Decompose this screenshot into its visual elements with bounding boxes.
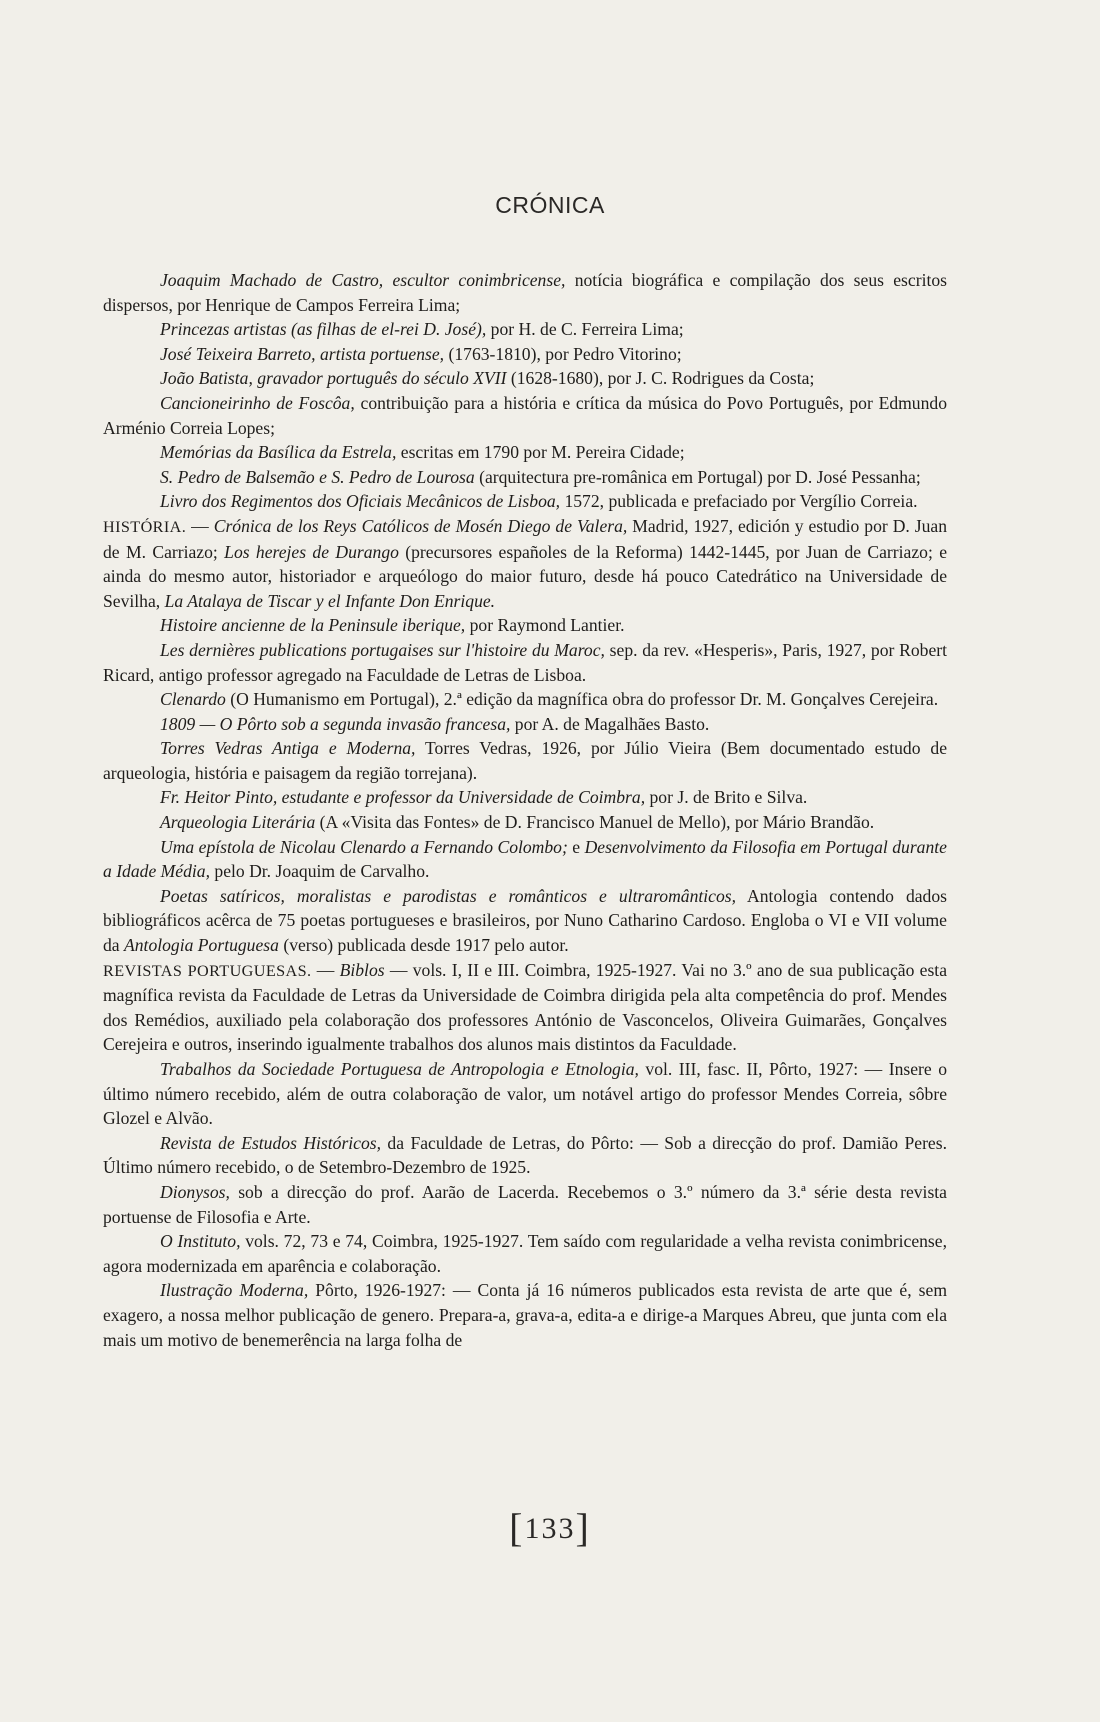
entry-text: (arquitectura pre-românica em Portugal) por D. José Pessanha; bbox=[474, 466, 921, 487]
bibliography-entry bbox=[103, 1278, 947, 1352]
work-title: O Instituto, bbox=[160, 1231, 241, 1252]
work-title: Revista de Estudos Históricos, bbox=[160, 1132, 382, 1153]
entry-text: (precursores españoles de la Reforma) 1442-1445, por Juan de Carriazo; e ainda do mesmo autor, historiador e arqueólogo do maior futuro, desde há pouco Catedrático na Universidade de Sevilha, bbox=[103, 541, 947, 611]
page-number-value: 133 bbox=[524, 1512, 576, 1545]
entry-text: Torres Vedras, 1926, por Júlio Vieira (Bem documentado estudo de arqueologia, história e paisagem da região torrejana). bbox=[103, 738, 948, 783]
work-title: Cancioneirinho de Foscôa, bbox=[160, 392, 355, 413]
entry-text: (1763-1810), por Pedro Vitorino; bbox=[444, 343, 682, 364]
entry-text: — vols. I, II e III. Coimbra, 1925-1927. Vai no 3.º ano de sua publicação esta magnífica revista da Faculdade de Letras da Universidade de Coimbra dirigida pela alta competência do prof. Mendes dos Remédios, auxiliado pela colaboração dos professores António de Vasconcelos, Oliveira Guimarães, Gonçalves Cerejeira e outros, inserindo igualmente trabalhos dos alunos mais distintos da Faculdade. bbox=[103, 959, 948, 1055]
entry-text: Pôrto, 1926-1927: — Conta já 16 números publicados esta revista de arte que é, sem exagero, a nossa melhor publicação de genero. Prepara-a, grava-a, edita-a e dirige-a Marques Abreu, que junta com ela mais um motivo de benemerência na larga folha de bbox=[103, 1280, 947, 1350]
work-title: Memórias da Basílica da Estrela, bbox=[160, 442, 397, 463]
work-title: Clenardo bbox=[160, 689, 226, 710]
entry-text: pelo Dr. Joaquim de Carvalho. bbox=[210, 861, 430, 882]
page-number bbox=[0, 1504, 1100, 1551]
work-title: João Batista, gravador português do século XVII bbox=[160, 368, 507, 389]
work-title: Los herejes de Durango bbox=[224, 541, 399, 562]
entry-text: (1628-1680), por J. C. Rodrigues da Costa; bbox=[506, 368, 815, 389]
entry-text: escritas em 1790 por M. Pereira Cidade; bbox=[396, 442, 685, 463]
bibliography-entry bbox=[103, 835, 947, 884]
bibliography-entry bbox=[103, 489, 947, 514]
page-title: CRÓNICA bbox=[495, 192, 605, 218]
section-entry bbox=[103, 514, 947, 613]
work-title: Joaquim Machado de Castro, escultor conimbricense, bbox=[160, 270, 566, 290]
entry-text: por H. de C. Ferreira Lima; bbox=[486, 319, 684, 340]
entry-text: sob a direcção do prof. Aarão de Lacerda. Recebemos o 3.º número da 3.ª série desta revista portuense de Filosofia e Arte. bbox=[103, 1181, 947, 1227]
work-title: Arqueologia Literária bbox=[160, 812, 316, 833]
bibliography-entry bbox=[103, 440, 947, 465]
entry-text: contribuição para a história e crítica da música do Povo Português, por Edmundo Arménio Correia Lopes; bbox=[103, 392, 947, 438]
bibliography-entry bbox=[103, 687, 947, 712]
bibliography-entry bbox=[103, 884, 947, 958]
bibliography-entry bbox=[103, 268, 947, 317]
bibliography-entry bbox=[103, 1057, 947, 1131]
work-title: Biblos bbox=[339, 959, 385, 980]
work-title: Antologia Portuguesa bbox=[124, 935, 279, 956]
entry-text: da Faculdade de Letras, do Pôrto: — Sob a direcção do prof. Damião Peres. Último número recebido, o de Setembro-Dezembro de 1925. bbox=[103, 1132, 947, 1178]
work-title: 1809 — O Pôrto sob a segunda invasão francesa, bbox=[160, 713, 511, 734]
work-title: Ilustração Moderna, bbox=[160, 1280, 309, 1301]
section-heading: REVISTAS PORTUGUESAS. bbox=[103, 961, 312, 980]
work-title: Desenvolvimento da Filosofia em Portugal durante a Idade Média, bbox=[103, 836, 947, 882]
entry-text: (A «Visita das Fontes» de D. Francisco Manuel de Mello), por Mário Brandão. bbox=[315, 812, 875, 833]
work-title: Crónica de los Reys Católicos de Mosén Diego de Valera, bbox=[213, 515, 628, 536]
work-title: Fr. Heitor Pinto, estudante e professor da Universidade de Coimbra, bbox=[160, 787, 646, 808]
bibliography-entry bbox=[103, 712, 947, 737]
work-title: Dionysos, bbox=[160, 1181, 230, 1202]
bibliography-entry bbox=[103, 638, 947, 687]
work-title: La Atalaya de Tiscar y el Infante Don Enrique. bbox=[164, 590, 496, 611]
entry-text: notícia biográfica e compilação dos seus escritos dispersos, por Henrique de Campos Ferreira Lima; bbox=[103, 270, 947, 315]
work-title: Livro dos Regimentos dos Oficiais Mecânicos de Lisboa, bbox=[160, 491, 561, 512]
right-bracket: ] bbox=[575, 1505, 591, 1550]
bibliography-entry bbox=[103, 810, 947, 835]
work-title: S. Pedro de Balsemão e S. Pedro de Lourosa bbox=[160, 466, 475, 487]
entry-text: por A. de Magalhães Basto. bbox=[510, 713, 710, 734]
bibliography-entry bbox=[103, 736, 947, 785]
bibliography-entry bbox=[103, 342, 947, 367]
entry-text: — bbox=[186, 515, 214, 536]
left-bracket: [ bbox=[509, 1505, 525, 1550]
section-heading: HISTÓRIA. bbox=[103, 517, 187, 536]
work-title: Princezas artistas (as filhas de el-rei D. José), bbox=[160, 319, 487, 340]
entry-text: (O Humanismo em Portugal), 2.ª edição da magnífica obra do professor Dr. M. Gonçalves Cerejeira. bbox=[225, 689, 939, 710]
work-title: Les dernières publications portugaises sur l'histoire du Maroc, bbox=[160, 639, 605, 660]
entry-text: e bbox=[567, 836, 585, 857]
bibliography-entry bbox=[103, 1229, 947, 1278]
entry-text: por Raymond Lantier. bbox=[465, 615, 625, 636]
chronicle-body bbox=[103, 268, 947, 1352]
entry-text: Madrid, 1927, edición y estudio por D. Juan de M. Carriazo; bbox=[103, 515, 948, 562]
entry-text: vols. 72, 73 e 74, Coimbra, 1925-1927. Tem saído com regularidade a velha revista conimbricense, agora modernizada em aparência e colaboração. bbox=[103, 1231, 947, 1276]
bibliography-entry bbox=[103, 613, 947, 638]
bibliography-entry bbox=[103, 1180, 947, 1229]
entry-text: Antologia contendo dados bibliográficos acêrca de 75 poetas portugueses e brasileiros, por Nuno Catharino Cardoso. Engloba o VI e VII volume da bbox=[103, 885, 947, 956]
entry-text: (verso) publicada desde 1917 pelo autor. bbox=[278, 935, 569, 956]
work-title: Histoire ancienne de la Peninsule iberique, bbox=[160, 615, 466, 636]
entry-text: sep. da rev. «Hesperis», Paris, 1927, por Robert Ricard, antigo professor agregado na Faculdade de Letras de Lisboa. bbox=[103, 639, 947, 685]
entry-text: — bbox=[311, 959, 340, 980]
entry-text: por J. de Brito e Silva. bbox=[645, 787, 808, 808]
work-title: Trabalhos da Sociedade Portuguesa de Antropologia e Etnologia, bbox=[160, 1059, 639, 1079]
work-title: Uma epístola de Nicolau Clenardo a Fernando Colombo; bbox=[160, 836, 568, 857]
bibliography-entry bbox=[103, 785, 947, 810]
section-entry bbox=[103, 958, 947, 1057]
bibliography-entry bbox=[103, 465, 947, 490]
entry-text: 1572, publicada e prefaciado por Vergílio Correia. bbox=[560, 491, 918, 512]
work-title: José Teixeira Barreto, artista portuense, bbox=[160, 343, 445, 364]
bibliography-entry bbox=[103, 366, 947, 391]
bibliography-entry bbox=[103, 391, 947, 440]
bibliography-entry bbox=[103, 317, 947, 342]
work-title: Poetas satíricos, moralistas e parodistas e românticos e ultraromânticos, bbox=[160, 885, 737, 906]
entry-text: vol. III, fasc. II, Pôrto, 1927: — Insere o último número recebido, além de outra colaboração de valor, um notável artigo do professor Mendes Correia, sôbre Glozel e Alvão. bbox=[103, 1059, 948, 1129]
bibliography-entry bbox=[103, 1131, 947, 1180]
work-title: Torres Vedras Antiga e Moderna, bbox=[160, 738, 416, 759]
